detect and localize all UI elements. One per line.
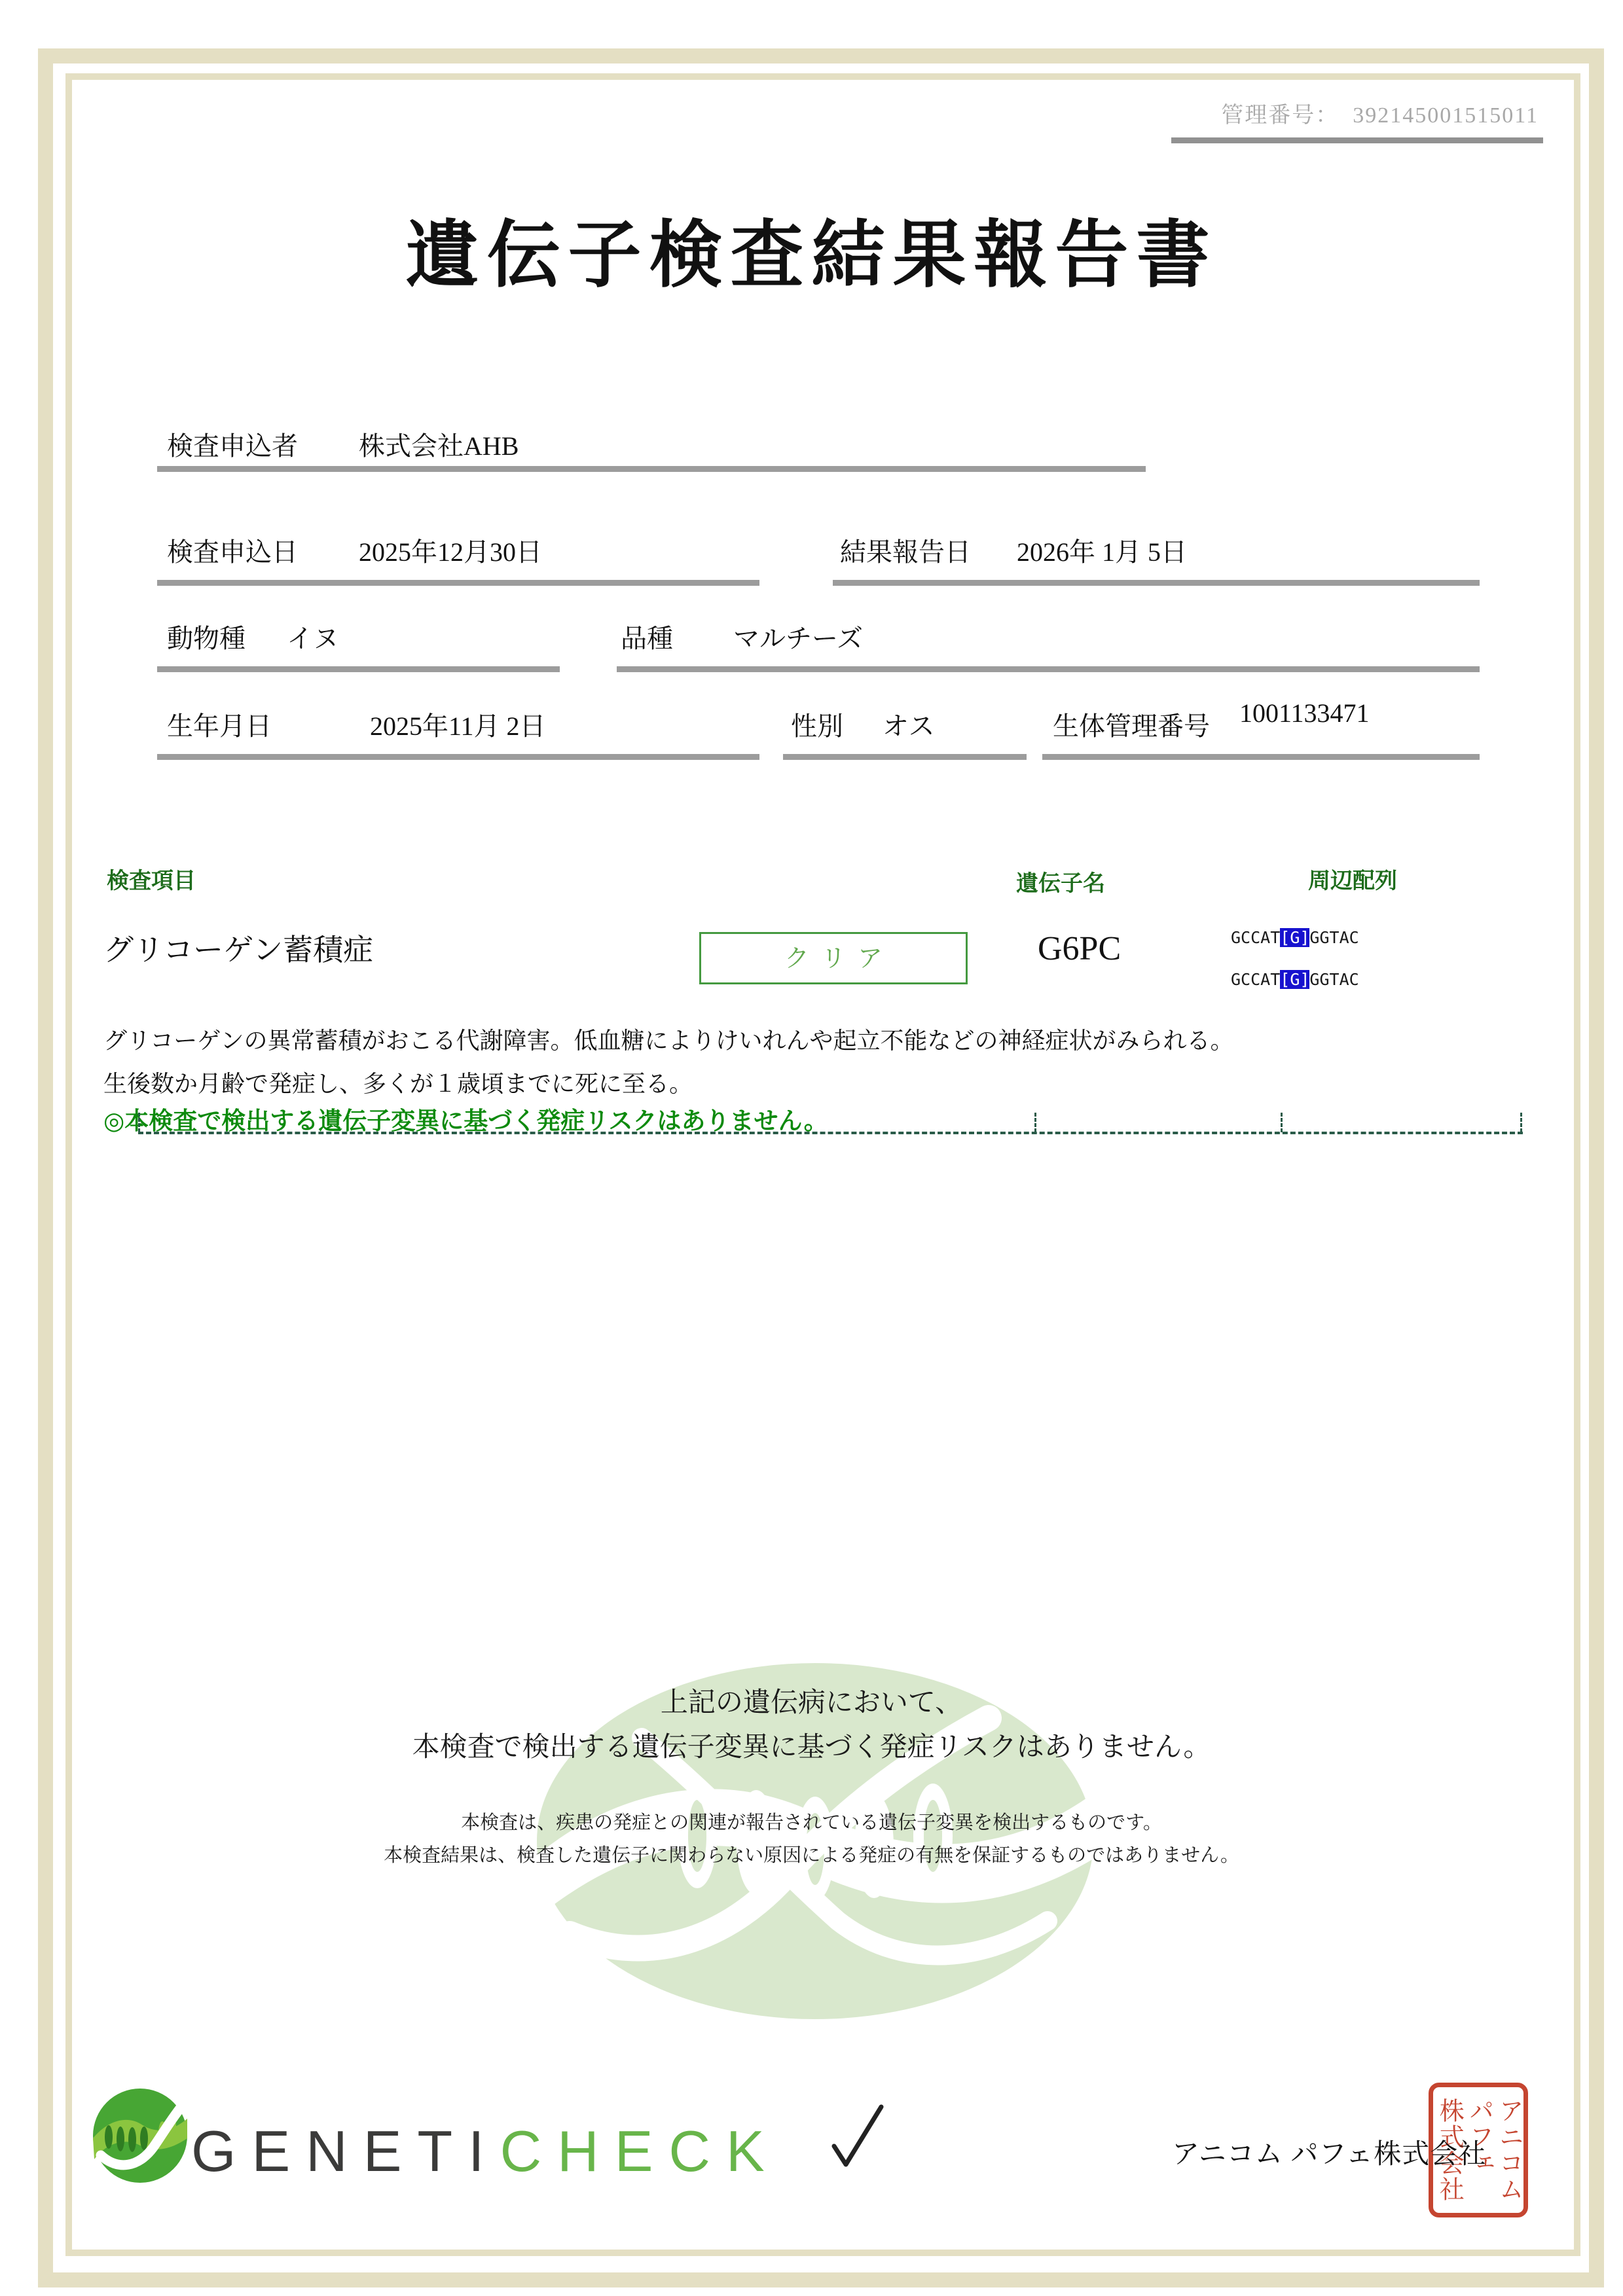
logo-checkmark-icon [824, 2104, 886, 2172]
breed-value: マルチーズ [733, 624, 863, 653]
page-title: 遺伝子検査結果報告書 [405, 215, 1218, 296]
logo-wordmark [191, 2119, 780, 2183]
risk-note: ◎本検査で検出する遺伝子変異に基づく発症リスクはありません。 [103, 1108, 828, 1135]
sex-underline [783, 754, 1027, 760]
report-date-value: 2026年 1月 5日 [1017, 537, 1187, 567]
species-label: 動物種 [167, 624, 246, 653]
sequence-line-2: GCCAT[G]GGTAC [1231, 970, 1359, 989]
gene-label: 遺伝子名 [1016, 872, 1105, 896]
admin-number-value: 392145001515011 [1353, 103, 1539, 128]
animal-id-value: 1001133471 [1239, 698, 1370, 728]
test-item-label: 検査項目 [107, 869, 196, 893]
applicant-value: 株式会社AHB [359, 431, 519, 461]
logo-text-dark: GENETI [191, 2119, 500, 2183]
summary-line-2: 本検査で検出する遺伝子変異に基づく発症リスクはありません。 [412, 1731, 1211, 1762]
animal-id-underline [1042, 754, 1480, 760]
company-name: アニコム パフェ株式会社 [1172, 2140, 1487, 2170]
species-underline [157, 666, 560, 672]
disease-description-line-1: グリコーゲンの異常蓄積がおこる代謝障害。低血糖によりけいれんや起立不能などの神経症状がみられる。 [103, 1028, 1234, 1054]
sequence-line-1: GCCAT[G]GGTAC [1231, 928, 1359, 947]
geneticheck-logo-icon [92, 2087, 189, 2184]
admin-number [851, 97, 1539, 129]
logo-text-green: CHECK [500, 2119, 780, 2183]
admin-number-underline [1171, 137, 1543, 143]
dashed-table-bottom-border [138, 1132, 1523, 1134]
apply-date-label: 検査申込日 [167, 537, 298, 567]
sequence-variant-highlight: [G] [1280, 928, 1310, 947]
summary-note-2: 本検査結果は、検査した遺伝子に関わらない原因による発症の有無を保証するものではありません。 [384, 1845, 1239, 1866]
dashed-table-tick [1281, 1113, 1283, 1132]
report-date-underline [833, 580, 1480, 586]
dashed-table-tick [1034, 1113, 1036, 1132]
summary-note-1: 本検査は、疾患の発症との関連が報告されている遺伝子変異を検出するものです。 [461, 1812, 1162, 1833]
sequence-variant-highlight: [G] [1280, 970, 1310, 989]
birth-date-underline [157, 754, 759, 760]
applicant-underline [157, 466, 1146, 472]
breed-label: 品種 [621, 624, 673, 653]
birth-date-label: 生年月日 [167, 711, 272, 741]
sex-value: オス [883, 711, 935, 741]
dashed-table-tick [1520, 1113, 1522, 1132]
applicant-label: 検査申込者 [167, 431, 298, 461]
birth-date-value: 2025年11月 2日 [370, 711, 546, 741]
result-badge: クリア [699, 932, 968, 984]
summary-line-1: 上記の遺伝病において、 [660, 1687, 963, 1717]
sex-label: 性別 [791, 711, 843, 741]
gene-name: G6PC [1038, 930, 1122, 967]
disease-description-line-2: 生後数か月齢で発症し、多くが１歳頃までに死に至る。 [103, 1071, 693, 1097]
test-item-name: グリコーゲン蓄積症 [103, 933, 374, 967]
dashed-table-tick [138, 1113, 140, 1132]
species-value: イヌ [287, 624, 339, 653]
animal-id-label: 生体管理番号 [1053, 711, 1210, 741]
breed-underline [617, 666, 1480, 672]
admin-number-label: 管理番号： [1221, 103, 1340, 128]
report-date-label: 結果報告日 [840, 537, 971, 567]
apply-date-underline [157, 580, 759, 586]
company-seal-text: アニコム パフェ 株式会社 [1435, 2098, 1523, 2202]
apply-date-value: 2025年12月30日 [359, 537, 542, 567]
sequence-label: 周辺配列 [1308, 869, 1397, 893]
